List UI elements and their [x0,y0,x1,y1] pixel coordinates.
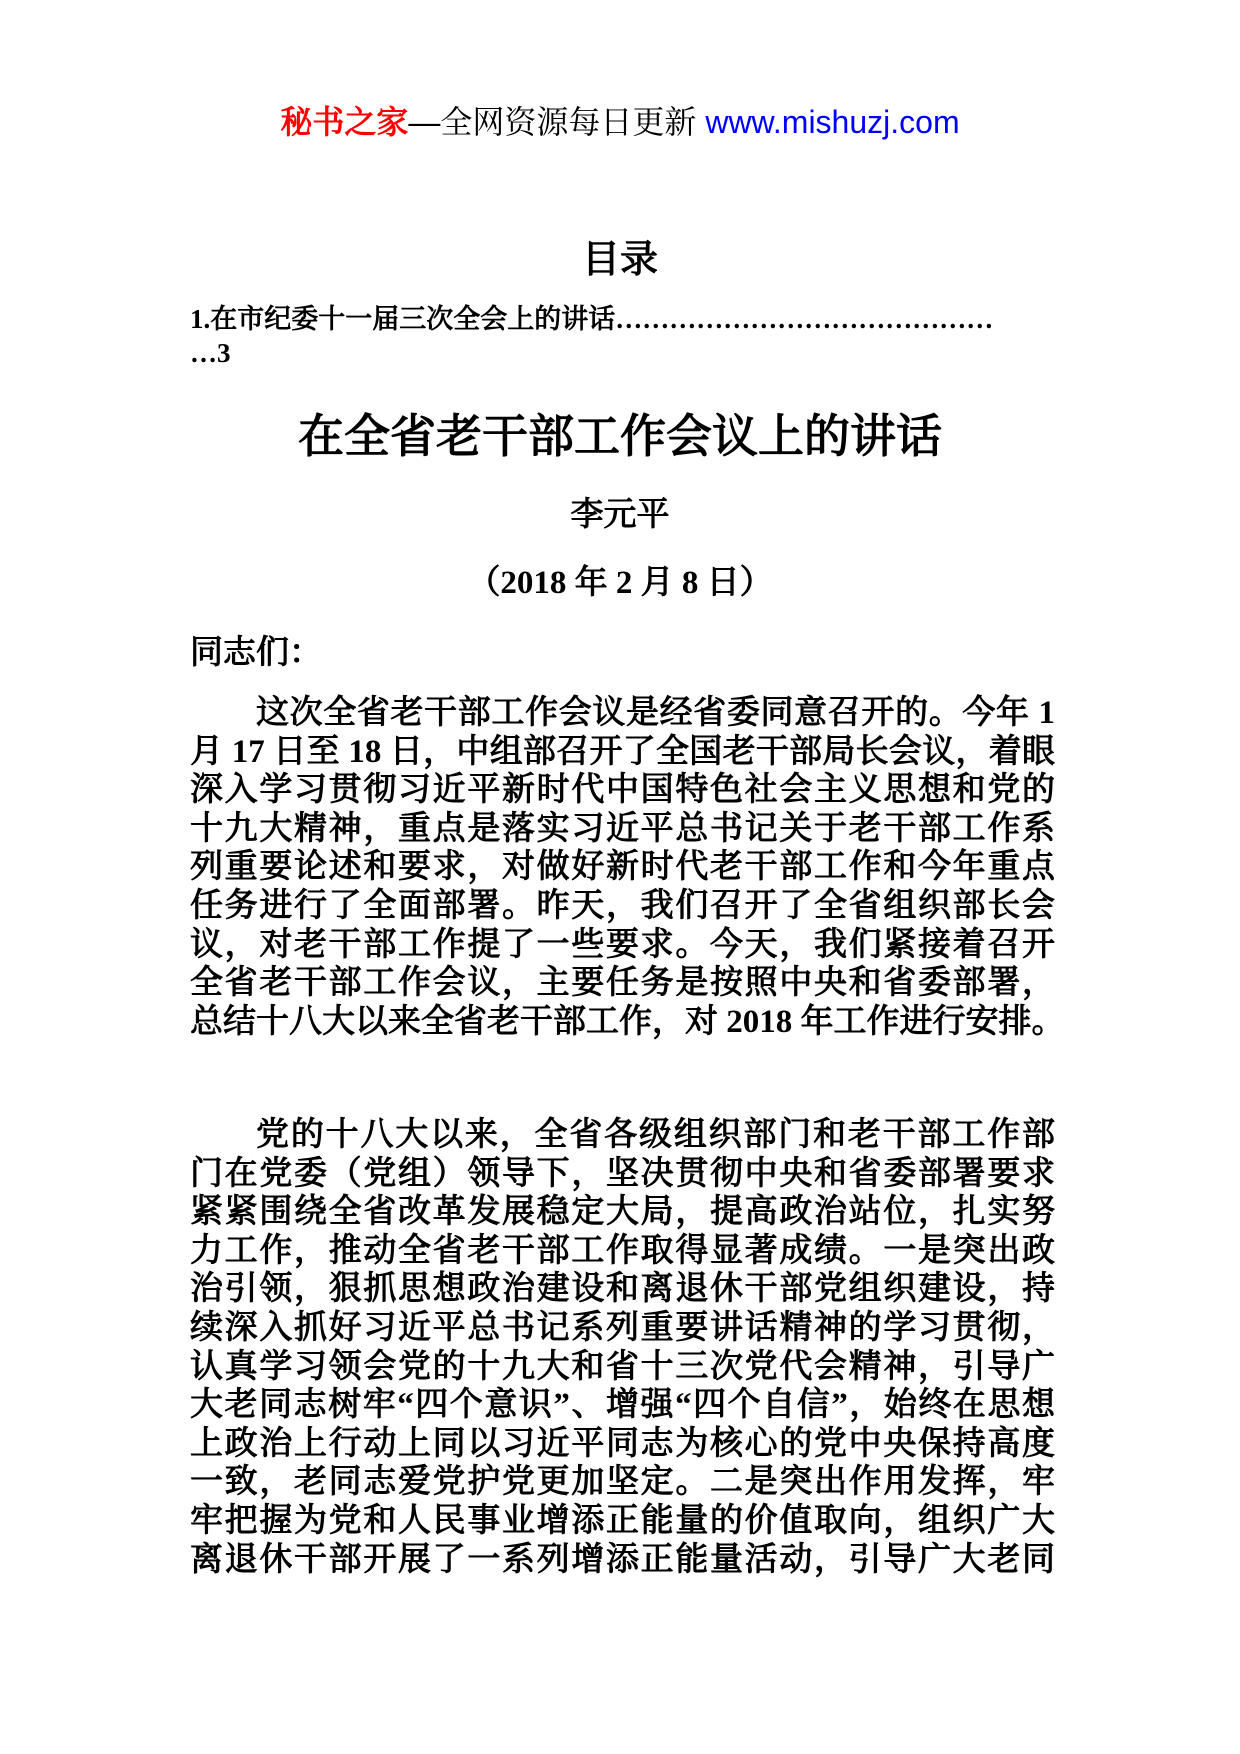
document-author: 李元平 [570,497,670,533]
salutation: 同志们： [190,635,322,671]
paragraph-line: 上政治上行动上同以习近平同志为核心的党中央保持高度 [190,1425,1055,1462]
paragraph-line: 治引领，狠抓思想政治建设和离退休干部党组织建设，持 [190,1271,1055,1308]
paragraph-line: 全省老干部工作会议，主要任务是按照中央和省委部署， [190,965,1055,1002]
paragraph-line: 月 17 日至 18 日，中组部召开了全国老干部局长会议，着眼 [190,733,1055,770]
document-date: （2018 年 2 月 8 日） [467,565,773,601]
paragraph-2 [190,1116,1055,1579]
site-banner [0,100,1240,144]
paragraph-line: 十九大精神，重点是落实习近平总书记关于老干部工作系 [190,810,1055,847]
paragraph-line: 牢把握为党和人民事业增添正能量的价值取向，组织广大 [190,1502,1055,1539]
paragraph-line: 任务进行了全面部署。昨天，我们召开了全省组织部长会 [190,887,1055,924]
paragraph-line: 党的十八大以来，全省各级组织部门和老干部工作部 [256,1117,1055,1153]
toc-title: 目录 [581,239,658,281]
toc-entry-line[interactable]: 1.在市纪委十一届三次全会上的讲话…………………………………… [190,304,994,334]
brand-name: 秘书之家 [280,104,409,140]
paragraph-1 [190,694,1065,1041]
site-url-link[interactable]: www.mishuzj.com [705,104,960,140]
paragraph-line: 这次全省老干部工作会议是经省委同意召开的。今年 1 [256,695,1055,731]
paragraph-line: 总结十八大以来全省老干部工作，对 2018 年工作进行安排。 [190,1003,1065,1040]
paragraph-line: 门在党委（党组）领导下，坚决贯彻中央和省委部署要求 [190,1155,1055,1192]
paragraph-line: 力工作，推动全省老干部工作取得显著成绩。一是突出政 [190,1232,1055,1269]
paragraph-line: 一致，老同志爱党护党更加坚定。二是突出作用发挥，牢 [190,1464,1055,1501]
paragraph-line: 认真学习领会党的十九大和省十三次党代会精神，引导广 [190,1348,1055,1385]
paragraph-line: 紧紧围绕全省改革发展稳定大局，提高政治站位，扎实努 [190,1194,1055,1231]
paragraph-line: 列重要论述和要求，对做好新时代老干部工作和今年重点 [190,849,1055,886]
document-title: 在全省老干部工作会议上的讲话 [298,409,942,463]
toc-entry-page[interactable]: …3 [190,338,231,368]
paragraph-line: 续深入抓好习近平总书记系列重要讲话精神的学习贯彻， [190,1309,1055,1346]
paragraph-line: 议，对老干部工作提了一些要求。今天，我们紧接着召开 [190,926,1055,963]
paragraph-line: 深入学习贯彻习近平新时代中国特色社会主义思想和党的 [190,772,1055,809]
paragraph-line: 大老同志树牢“四个意识”、增强“四个自信”，始终在思想 [190,1387,1055,1424]
banner-slogan: —全网资源每日更新 [408,104,706,140]
paragraph-line: 离退休干部开展了一系列增添正能量活动，引导广大老同 [190,1541,1055,1578]
